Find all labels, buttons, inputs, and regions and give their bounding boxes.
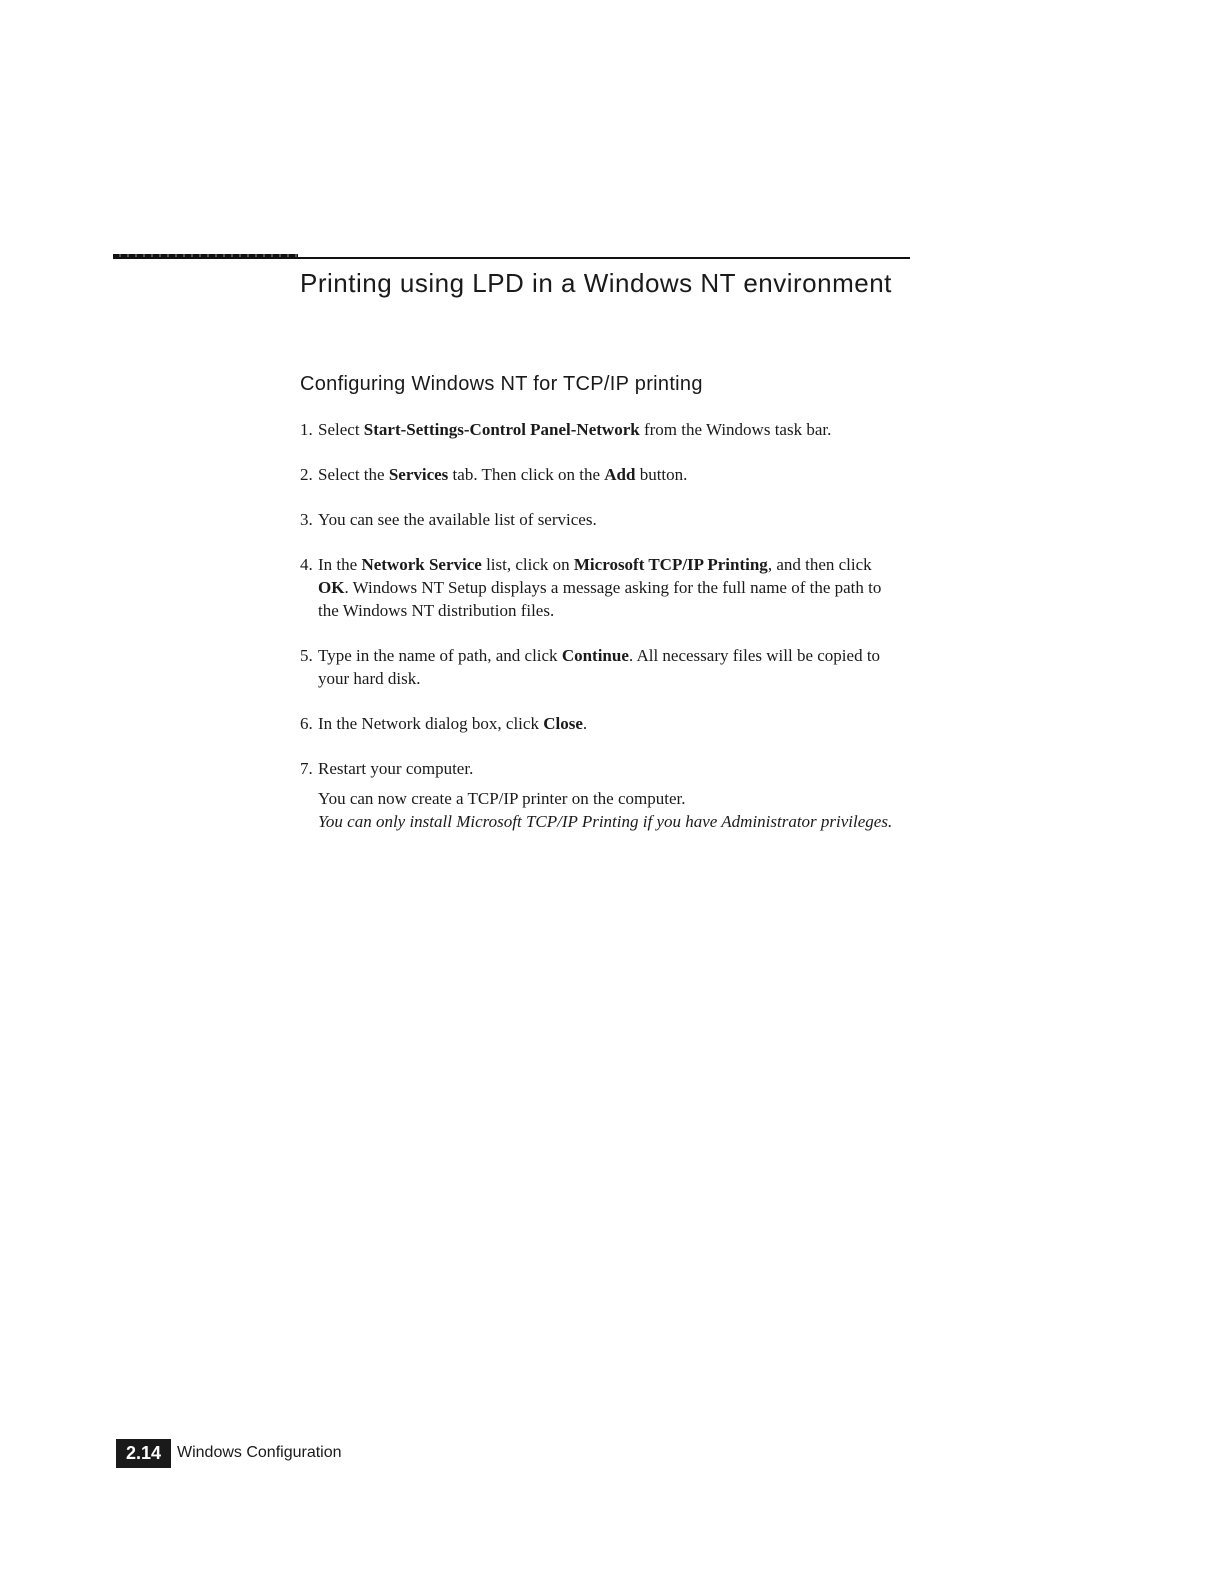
step-text-run: tab. Then click on the	[448, 465, 605, 484]
step-text-run: . All necessary files will be copied to your hard disk.	[318, 646, 881, 688]
step-emphasis: Continue	[561, 646, 629, 665]
step-emphasis: Start-Settings-Control Panel-Network	[363, 420, 640, 439]
step-note: You can now create a TCP/IP printer on the computer.	[318, 789, 686, 808]
step-text	[318, 714, 587, 733]
step-item	[300, 553, 900, 622]
step-item	[300, 757, 900, 833]
step-text-run: In the Network dialog box, click	[318, 714, 544, 733]
chapter-title: Printing using LPD in a Windows NT environment	[300, 268, 892, 298]
step-item	[300, 463, 900, 486]
step-text	[318, 646, 880, 688]
step-text-run: Restart your computer.	[318, 759, 474, 778]
step-text	[318, 510, 597, 529]
step-note-italic: You can only install Microsoft TCP/IP Printing if you have Administrator privileges.	[318, 812, 893, 831]
step-item	[300, 508, 900, 531]
step-item	[300, 644, 900, 690]
step-item	[300, 712, 900, 735]
step-emphasis: Add	[604, 465, 636, 484]
section-title: Configuring Windows NT for TCP/IP printing	[300, 373, 703, 395]
step-text-run: from the Windows task bar.	[639, 420, 832, 439]
step-text-run: Select	[318, 420, 364, 439]
step-number: 7.	[300, 759, 313, 778]
step-number: 4.	[300, 555, 313, 574]
step-text-run: Select the	[318, 465, 389, 484]
step-text-run: Type in the name of path, and click	[318, 646, 562, 665]
step-number: 1.	[300, 420, 313, 439]
step-item	[300, 418, 900, 441]
step-text-run: .	[582, 714, 588, 733]
step-number: 3.	[300, 510, 313, 529]
step-number: 6.	[300, 714, 313, 733]
header-rule	[113, 257, 910, 259]
step-text-run: . Windows NT Setup displays a message asking for the full name of the path to the Windows NT distribution files.	[318, 578, 882, 620]
page-number-badge: 2.14	[116, 1439, 171, 1468]
footer-section-name: Windows Configuration	[177, 1444, 342, 1461]
step-emphasis: Services	[388, 465, 449, 484]
step-text	[318, 420, 831, 439]
instruction-steps	[300, 418, 900, 855]
step-text-run: list, click on	[481, 555, 574, 574]
step-emphasis: Network Service	[361, 555, 482, 574]
step-number: 5.	[300, 646, 313, 665]
step-emphasis: Microsoft TCP/IP Printing	[573, 555, 768, 574]
step-number: 2.	[300, 465, 313, 484]
step-text-run: , and then click	[767, 555, 872, 574]
step-text	[318, 759, 473, 778]
step-emphasis: Close	[543, 714, 583, 733]
step-text	[318, 555, 881, 620]
step-text	[318, 465, 687, 484]
step-text-run: In the	[318, 555, 362, 574]
step-text-run: button.	[635, 465, 688, 484]
step-text-run: You can see the available list of services.	[318, 510, 597, 529]
step-emphasis: OK	[318, 578, 345, 597]
